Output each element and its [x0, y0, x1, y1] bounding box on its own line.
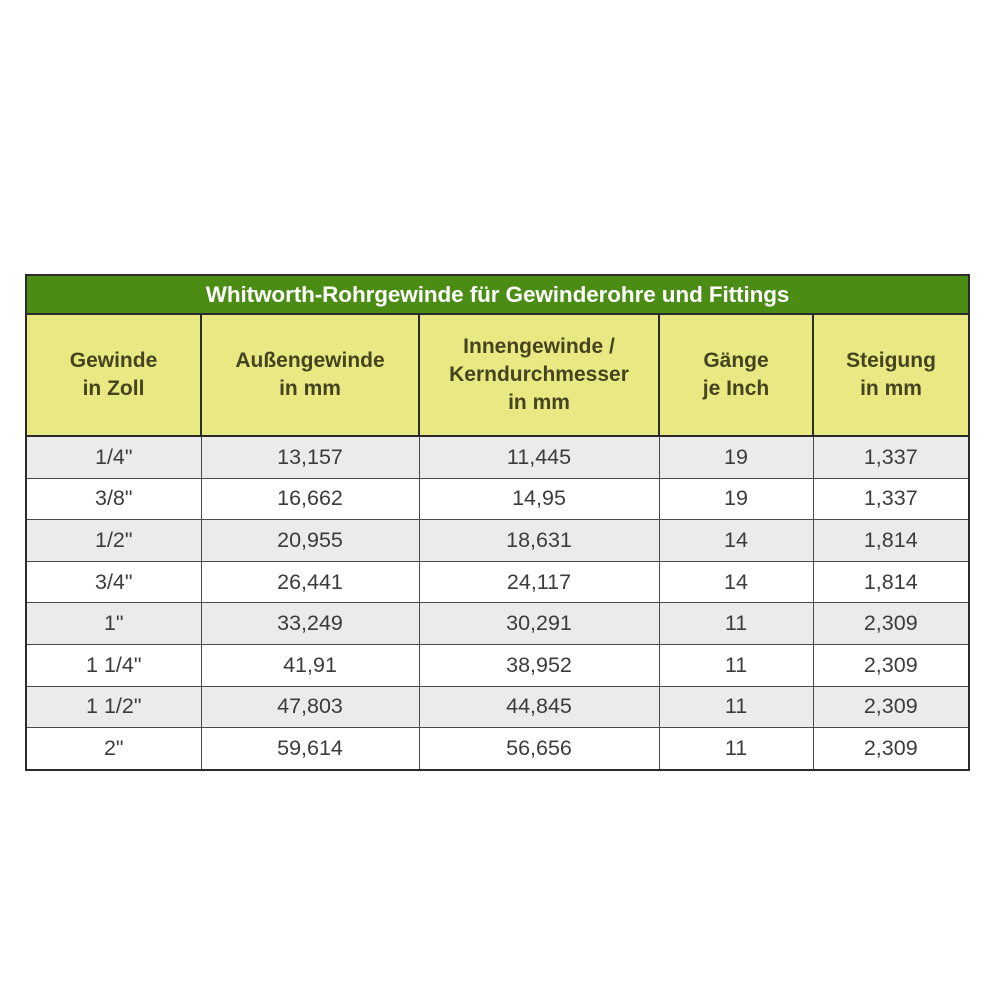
column-header-line-2: in mm	[860, 377, 922, 400]
cell-innengewinde: 18,631	[419, 520, 659, 562]
cell-gewinde: 3/4"	[26, 561, 201, 603]
cell-innengewinde: 11,445	[419, 436, 659, 478]
column-header-line-1: Gewinde	[69, 349, 158, 373]
cell-steigung: 1,337	[813, 478, 969, 520]
column-header-line-2: in Zoll	[82, 377, 145, 400]
cell-gewinde: 1 1/4"	[26, 644, 201, 686]
cell-aussengewinde: 20,955	[201, 520, 419, 562]
cell-steigung: 2,309	[813, 644, 969, 686]
whitworth-thread-table	[25, 274, 970, 771]
table-row	[26, 520, 969, 562]
table-title-row	[26, 275, 969, 314]
column-header-line-2: Kerndurchmesser	[449, 363, 629, 387]
cell-gewinde: 1 1/2"	[26, 686, 201, 728]
cell-aussengewinde: 26,441	[201, 561, 419, 603]
column-header-aussengewinde-in-mm	[201, 314, 419, 436]
table-row	[26, 728, 969, 770]
table-row	[26, 436, 969, 478]
cell-steigung: 1,814	[813, 561, 969, 603]
column-header-line-2: in mm	[279, 377, 341, 400]
cell-aussengewinde: 47,803	[201, 686, 419, 728]
column-header-innengewinde-kerndurchmesser-in-mm	[419, 314, 659, 436]
cell-gewinde: 1/4"	[26, 436, 201, 478]
cell-steigung: 1,337	[813, 436, 969, 478]
column-header-line-3: in mm	[508, 390, 570, 414]
cell-aussengewinde: 16,662	[201, 478, 419, 520]
cell-steigung: 2,309	[813, 603, 969, 645]
cell-innengewinde: 14,95	[419, 478, 659, 520]
cell-gaenge: 14	[659, 561, 813, 603]
table-body	[26, 436, 969, 770]
cell-innengewinde: 30,291	[419, 603, 659, 645]
cell-innengewinde: 24,117	[419, 561, 659, 603]
column-header-steigung-in-mm	[813, 314, 969, 436]
cell-aussengewinde: 13,157	[201, 436, 419, 478]
cell-gewinde: 2"	[26, 728, 201, 770]
spec-table-container	[25, 274, 968, 771]
cell-innengewinde: 56,656	[419, 728, 659, 770]
cell-gaenge: 19	[659, 436, 813, 478]
table-row	[26, 478, 969, 520]
cell-aussengewinde: 41,91	[201, 644, 419, 686]
column-header-line-2: je Inch	[702, 377, 770, 400]
column-header-gaenge-je-inch	[659, 314, 813, 436]
cell-aussengewinde: 33,249	[201, 603, 419, 645]
table-row	[26, 686, 969, 728]
table-header-row	[26, 314, 969, 436]
cell-gewinde: 1/2"	[26, 520, 201, 562]
table-row	[26, 603, 969, 645]
cell-gewinde: 3/8"	[26, 478, 201, 520]
column-header-line-1: Gänge	[703, 349, 769, 373]
cell-innengewinde: 38,952	[419, 644, 659, 686]
cell-gaenge: 11	[659, 644, 813, 686]
cell-steigung: 2,309	[813, 686, 969, 728]
cell-aussengewinde: 59,614	[201, 728, 419, 770]
cell-innengewinde: 44,845	[419, 686, 659, 728]
column-header-line-1: Außengewinde	[235, 349, 385, 373]
cell-gaenge: 11	[659, 728, 813, 770]
cell-steigung: 2,309	[813, 728, 969, 770]
cell-gaenge: 11	[659, 686, 813, 728]
table-row	[26, 644, 969, 686]
cell-gaenge: 14	[659, 520, 813, 562]
table-title: Whitworth-Rohrgewinde für Gewinderohre und Fittings	[26, 275, 969, 314]
column-header-line-1: Innengewinde /	[463, 335, 615, 359]
cell-gaenge: 19	[659, 478, 813, 520]
cell-gaenge: 11	[659, 603, 813, 645]
column-header-gewinde-in-zoll	[26, 314, 201, 436]
cell-steigung: 1,814	[813, 520, 969, 562]
column-header-line-1: Steigung	[846, 349, 936, 373]
table-row	[26, 561, 969, 603]
cell-gewinde: 1"	[26, 603, 201, 645]
